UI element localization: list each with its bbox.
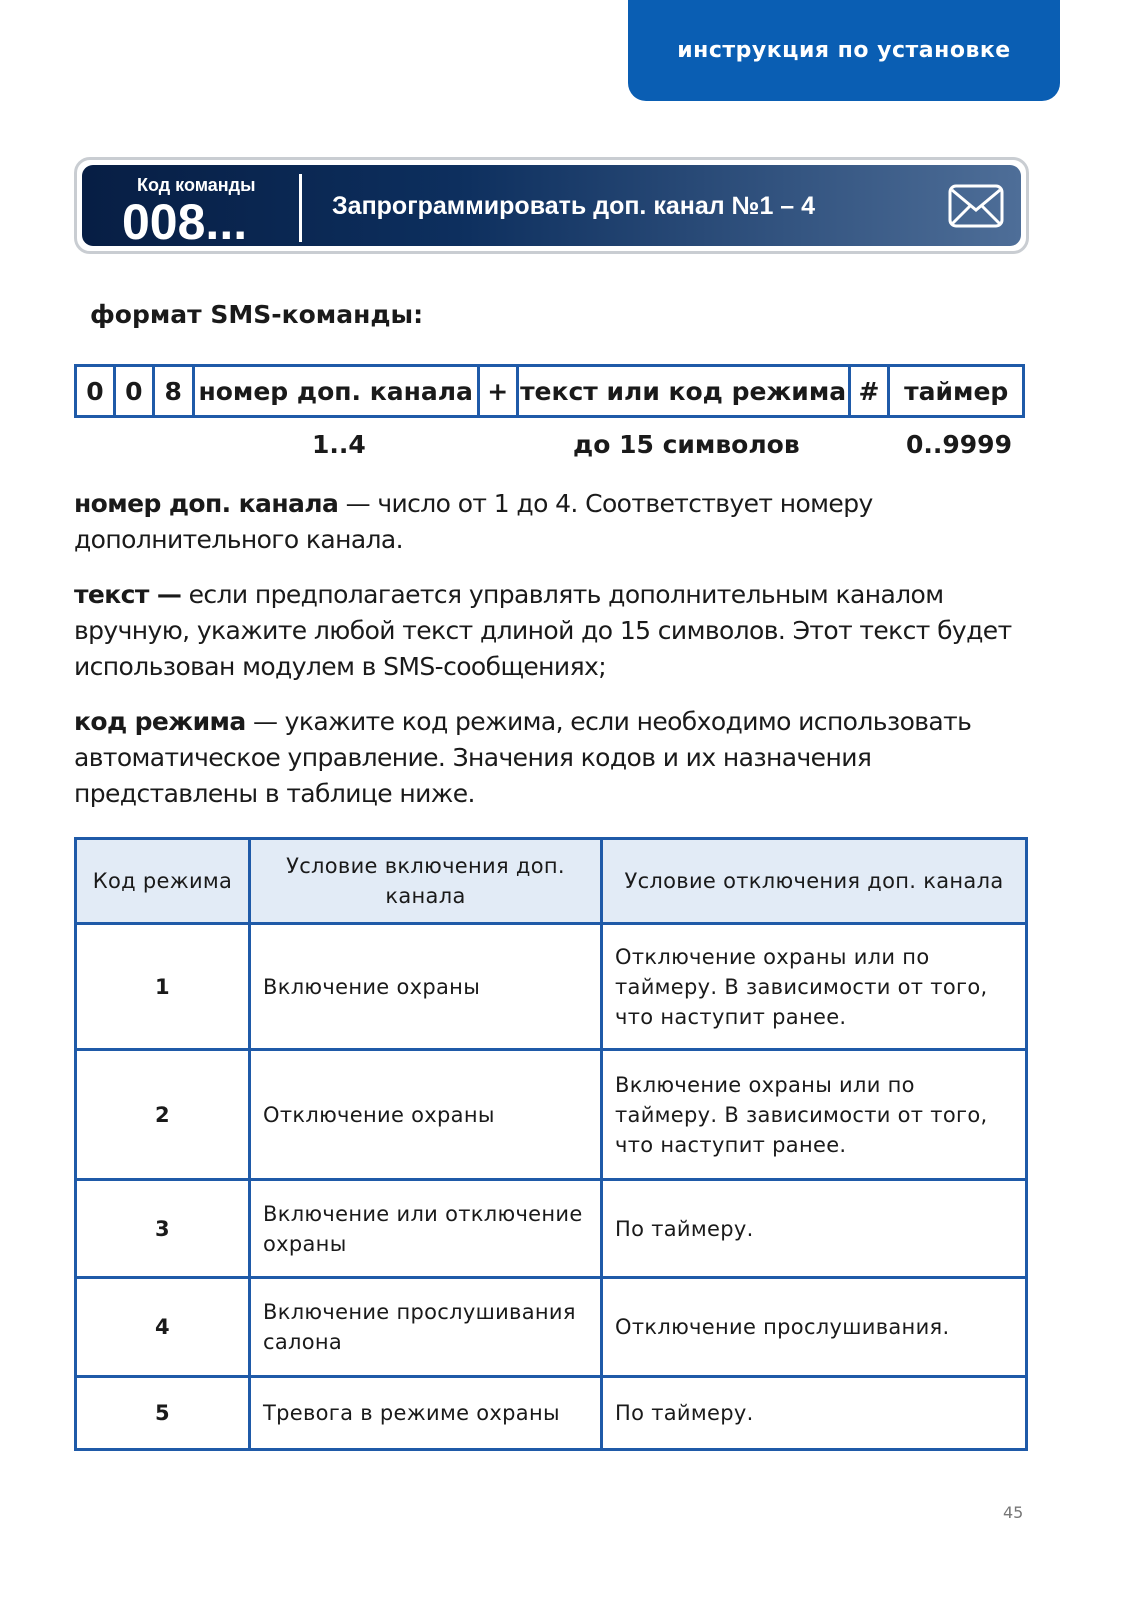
command-divider: [299, 174, 302, 242]
format-cell-channel: номер доп. канала: [192, 367, 477, 415]
command-title: Запрограммировать доп. канал №1 – 4: [332, 192, 816, 220]
envelope-icon: [948, 184, 1004, 228]
paragraph-channel-number: [74, 486, 1034, 558]
paragraph-mode-code: [74, 704, 1034, 812]
format-cell-digit-3: 8: [152, 367, 192, 415]
format-cell-hash: #: [848, 367, 888, 415]
disable-condition-cell: Отключение прослушивания.: [602, 1278, 1027, 1377]
disable-condition-cell: Отключение охраны или по таймеру. В зависимости от того, что наступит ранее.: [602, 924, 1027, 1050]
command-banner: [74, 157, 1029, 254]
format-cell-digit-2: 0: [113, 367, 152, 415]
table-row: [76, 1377, 1027, 1450]
command-banner-body: [82, 165, 1021, 250]
command-code: 008...: [122, 194, 248, 250]
header-mode-code: Код режима: [76, 839, 250, 924]
paragraph-text: [74, 577, 1034, 685]
table-header-row: [76, 839, 1027, 924]
page-number: 45: [1003, 1503, 1024, 1522]
format-range-timer: 0..9999: [906, 430, 1012, 459]
section-tab-label: инструкция по установке: [677, 38, 1011, 63]
format-cell-timer: таймер: [887, 367, 1022, 415]
table-row: [76, 924, 1027, 1050]
term-text: текст —: [74, 580, 182, 609]
term-mode-code: код режима: [74, 707, 246, 736]
format-range-text: до 15 символов: [573, 430, 800, 459]
format-range-channel: 1..4: [312, 430, 366, 459]
enable-condition-cell: Включение прослушивания салона: [250, 1278, 602, 1377]
header-enable-condition: Условие включения доп. канала: [250, 839, 602, 924]
mode-code-cell: 3: [76, 1180, 250, 1278]
desc-channel-number: — число от 1 до 4. Соответствует номеру дополнительного канала.: [74, 489, 873, 554]
mode-table: [74, 837, 1028, 1451]
command-code-label: Код команды: [137, 175, 256, 195]
table-row: [76, 1180, 1027, 1278]
section-tab: [628, 0, 1060, 101]
enable-condition-cell: Тревога в режиме охраны: [250, 1377, 602, 1450]
mode-code-cell: 5: [76, 1377, 250, 1450]
mode-code-cell: 2: [76, 1050, 250, 1180]
enable-condition-cell: Включение охраны: [250, 924, 602, 1050]
format-cell-plus: +: [477, 367, 516, 415]
sms-format-row: [74, 364, 1025, 418]
table-row: [76, 1050, 1027, 1180]
enable-condition-cell: Отключение охраны: [250, 1050, 602, 1180]
term-channel-number: номер доп. канала: [74, 489, 339, 518]
format-heading: формат SMS-команды:: [90, 300, 424, 329]
disable-condition-cell: Включение охраны или по таймеру. В зависимости от того, что наступит ранее.: [602, 1050, 1027, 1180]
mode-code-cell: 1: [76, 924, 250, 1050]
desc-mode-code: — укажите код режима, если необходимо использовать автоматическое управление. Значения кодов и их назначения представлены в таблице ниже.: [74, 707, 972, 808]
table-row: [76, 1278, 1027, 1377]
mode-code-cell: 4: [76, 1278, 250, 1377]
header-disable-condition: Условие отключения доп. канала: [602, 839, 1027, 924]
format-cell-digit-1: 0: [74, 367, 113, 415]
disable-condition-cell: По таймеру.: [602, 1180, 1027, 1278]
enable-condition-cell: Включение или отключение охраны: [250, 1180, 602, 1278]
format-cell-text-or-mode: текст или код режима: [516, 367, 848, 415]
disable-condition-cell: По таймеру.: [602, 1377, 1027, 1450]
desc-text: если предполагается управлять дополнительным каналом вручную, укажите любой текст длиной до 15 символов. Этот текст будет использован модулем в SMS-сообщениях;: [74, 580, 1012, 681]
